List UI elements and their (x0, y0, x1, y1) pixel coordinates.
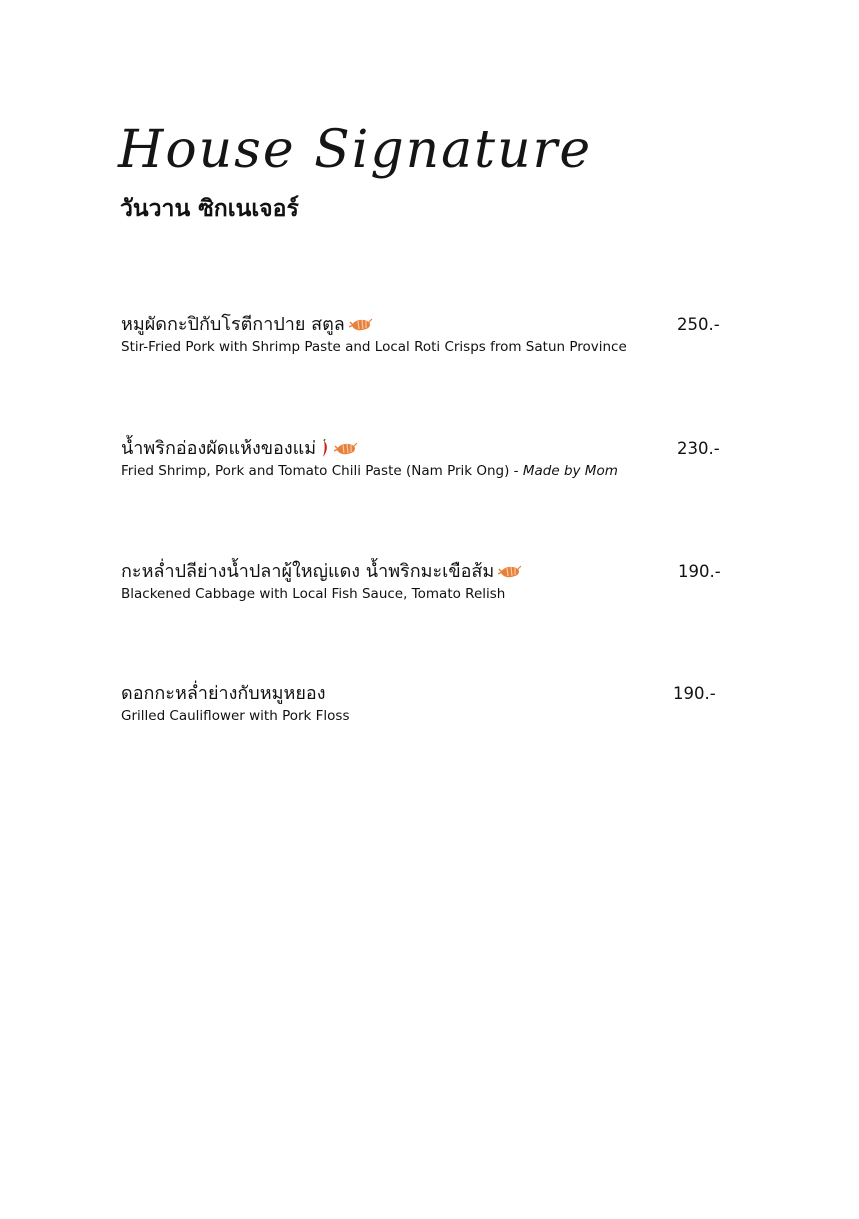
menu-item-english-name (121, 463, 618, 479)
menu-item (121, 438, 721, 498)
menu-item-price: 230.- (677, 439, 720, 458)
page-title: House Signature (118, 120, 593, 180)
shrimp-icon (334, 440, 358, 458)
chili-icon (320, 439, 330, 459)
menu-item (121, 561, 721, 621)
menu-item-price: 190.- (673, 684, 716, 703)
shrimp-icon (498, 563, 522, 581)
menu-item-english-text: Fried Shrimp, Pork and Tomato Chili Paste (Nam Prik Ong) - (121, 463, 523, 479)
menu-item-english-name: Blackened Cabbage with Local Fish Sauce, Tomato Relish (121, 586, 506, 602)
menu-item-thai-name: น้ำพริกอ่องผัดแห้งของแม่ (121, 438, 317, 459)
menu-item (121, 683, 721, 743)
menu-item-english-italic: Made by Mom (522, 463, 618, 479)
menu-item-thai-row (121, 438, 358, 460)
page-subtitle-thai: วันวาน ซิกเนเจอร์ (120, 196, 299, 222)
menu-item-thai-name: หมูผัดกะปิกับโรตีกาปาย สตูล (121, 314, 345, 335)
menu-item-english-name: Grilled Cauliflower with Pork Floss (121, 708, 350, 724)
menu-item-thai-name: กะหล่ำปลีย่างน้ำปลาผู้ใหญ่แดง น้ำพริกมะเขือส้ม (121, 561, 495, 582)
shrimp-icon (349, 316, 373, 334)
menu-item-english-name: Stir-Fried Pork with Shrimp Paste and Local Roti Crisps from Satun Province (121, 339, 627, 355)
menu-item-thai-row (121, 314, 373, 336)
menu-item-thai-row (121, 561, 522, 583)
menu-item-price: 250.- (677, 315, 720, 334)
menu-item-thai-name: ดอกกะหล่ำย่างกับหมูหยอง (121, 683, 326, 704)
menu-item-thai-row (121, 683, 325, 705)
menu-item-price: 190.- (678, 562, 721, 581)
menu-item (121, 314, 721, 374)
